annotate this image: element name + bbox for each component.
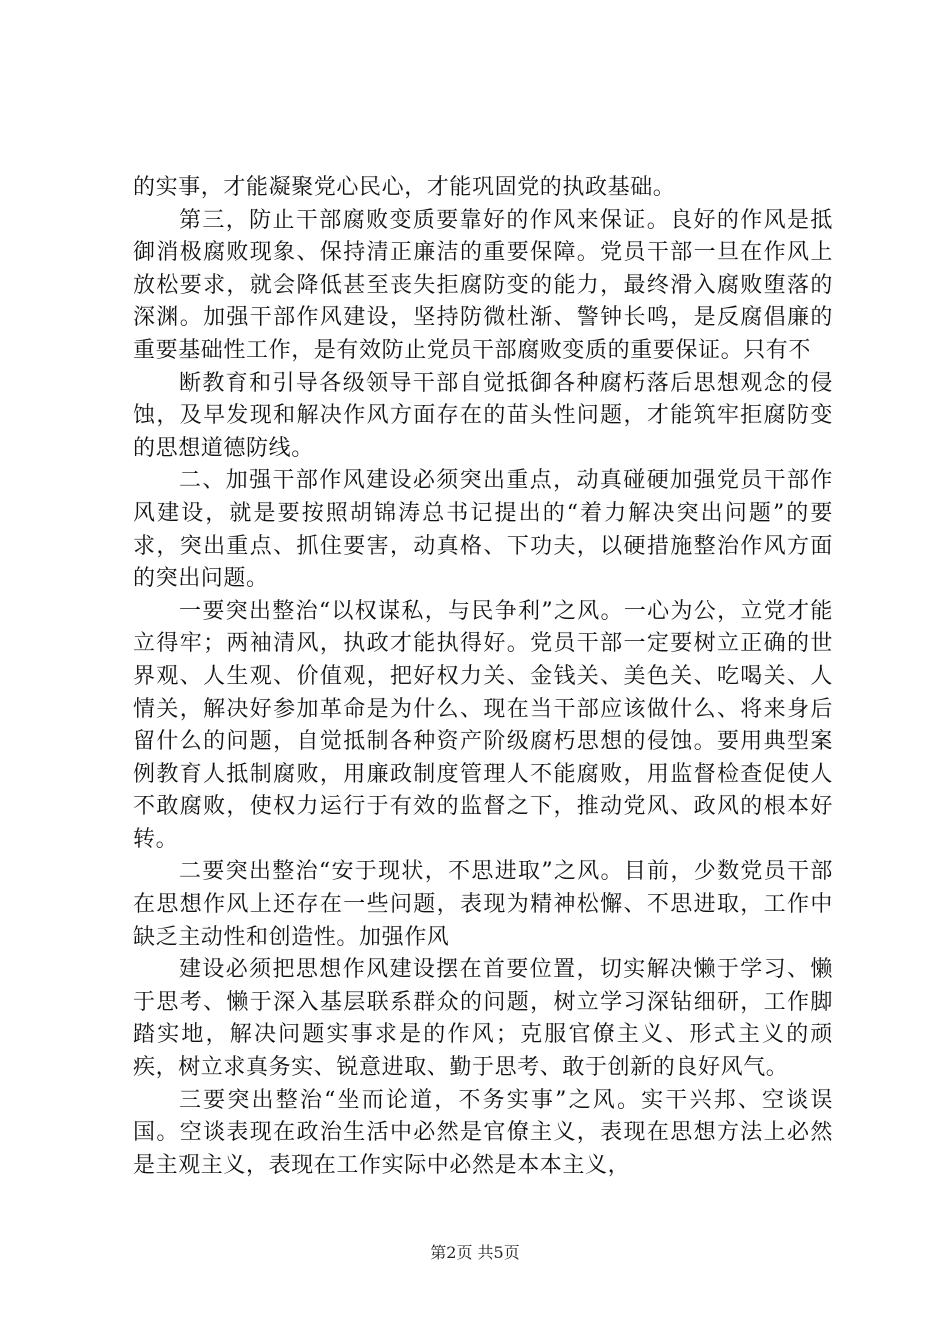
paragraph-1: 的实事，才能凝聚党心民心，才能巩固党的执政基础。 [133,175,676,200]
document-body [133,172,833,1182]
paragraph-2: 第三，防止干部腐败变质要靠好的作风来保证。良好的作风是抵御消极腐败现象、保持清正廉洁的重要保障。党员干部一旦在作风上放松要求，就会降低甚至丧失拒腐防变的能力，最终滑入腐败堕落的深渊。加强干部作风建设，坚持防微杜渐、警钟长鸣，是反腐倡廉的重要基础性工作，是有效防止党员干部腐败变质的重要保证。只有不 [133,207,833,363]
paragraph-8: 三要突出整治“坐而论道，不务实事”之风。实干兴邦、空谈误国。空谈表现在政治生活中必然是官僚主义，表现在思想方法上必然是主观主义，表现在工作实际中必然是本本主义， [133,1087,833,1178]
paragraph-7: 建设必须把思想作风建设摆在首要位置，切实解决懒于学习、懒于思考、懒于深入基层联系群众的问题，树立学习深钻细研，工作脚踏实地，解决问题实事求是的作风；克服官僚主义、形式主义的顽疾，树立求真务实、锐意进取、勤于思考、敢于创新的良好风气。 [133,957,833,1081]
paragraph-6: 二要突出整治“安于现状，不思进取”之风。目前，少数党员干部在思想作风上还存在一些问题，表现为精神松懈、不思进取，工作中缺乏主动性和创造性。加强作风 [133,859,833,950]
paragraph-5: 一要突出整治“以权谋私，与民争利”之风。一心为公，立党才能立得牢；两袖清风，执政才能执得好。党员干部一定要树立正确的世界观、人生观、价值观，把好权力关、金钱关、美色关、吃喝关、人情关，解决好参加革命是为什么、现在当干部应该做什么、将来身后留什么的问题，自觉抵制各种资产阶级腐朽思想的侵蚀。要用典型案例教育人抵制腐败，用廉政制度管理人不能腐败，用监督检查促使人不敢腐败，使权力运行于有效的监督之下，推动党风、政风的根本好转。 [133,598,833,852]
page-footer [0,1242,950,1264]
paragraph-3: 断教育和引导各级领导干部自觉抵御各种腐朽落后思想观念的侵蚀，及早发现和解决作风方面存在的苗头性问题，才能筑牢拒腐防变的思想道德防线。 [133,370,833,461]
paragraph-4: 二、加强干部作风建设必须突出重点，动真碰硬加强党员干部作风建设，就是要按照胡锦涛总书记提出的“着力解决突出问题”的要求，突出重点、抓住要害，动真格、下功夫，以硬措施整治作风方面的突出问题。 [133,468,833,592]
page-number-label: 第2页 共5页 [430,1243,520,1262]
